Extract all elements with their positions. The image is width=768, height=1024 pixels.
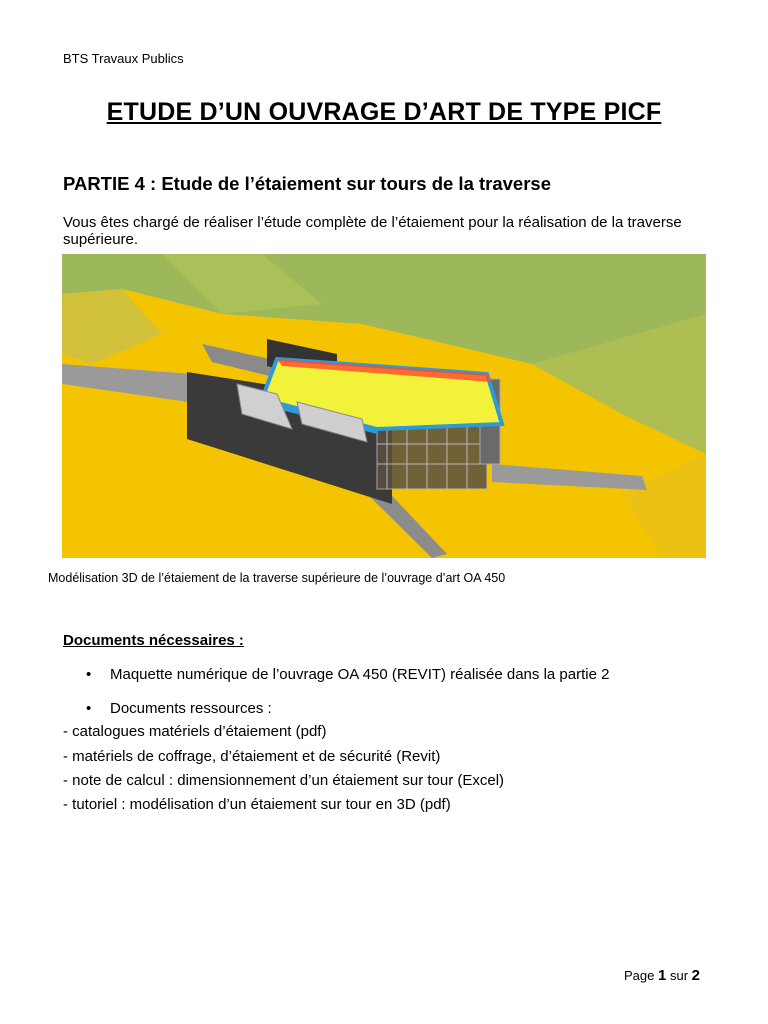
bullet-text: Maquette numérique de l’ouvrage OA 450 (REVIT) réalisée dans la partie 2 [110,666,610,683]
page-prefix: Page [624,968,655,983]
bullet-text: Documents ressources : [110,700,272,717]
resource-line: - note de calcul : dimensionnement d’un étaiement sur tour (Excel) [63,772,505,789]
bullet-icon: • [86,700,92,717]
page-number: 1 [658,967,667,984]
figure-3d-model [62,254,706,558]
bullet-item [86,700,272,717]
page-separator: sur [669,968,689,983]
intro-paragraph: Vous êtes chargé de réaliser l’étude complète de l’étaiement pour la réalisation de la traverse supérieure. [63,214,682,248]
page-total: 2 [691,967,700,984]
resource-line: - matériels de coffrage, d’étaiement et de sécurité (Revit) [63,748,441,765]
document-title: ETUDE D’UN OUVRAGE D’ART DE TYPE PICF [106,98,662,126]
page-footer [624,967,700,984]
document-header: BTS Travaux Publics [63,51,184,66]
part-title: PARTIE 4 : Etude de l’étaiement sur tours de la traverse [63,173,552,194]
3d-model-render-image [62,254,706,558]
bullet-item [86,666,609,683]
resource-line: - tutoriel : modélisation d’un étaiement sur tour en 3D (pdf) [63,796,451,813]
figure-caption: Modélisation 3D de l’étaiement de la traverse supérieure de l’ouvrage d’art OA 450 [48,571,506,585]
documents-heading: Documents nécessaires : [63,632,244,649]
bullet-icon: • [86,666,92,683]
resource-line: - catalogues matériels d’étaiement (pdf) [63,723,327,740]
